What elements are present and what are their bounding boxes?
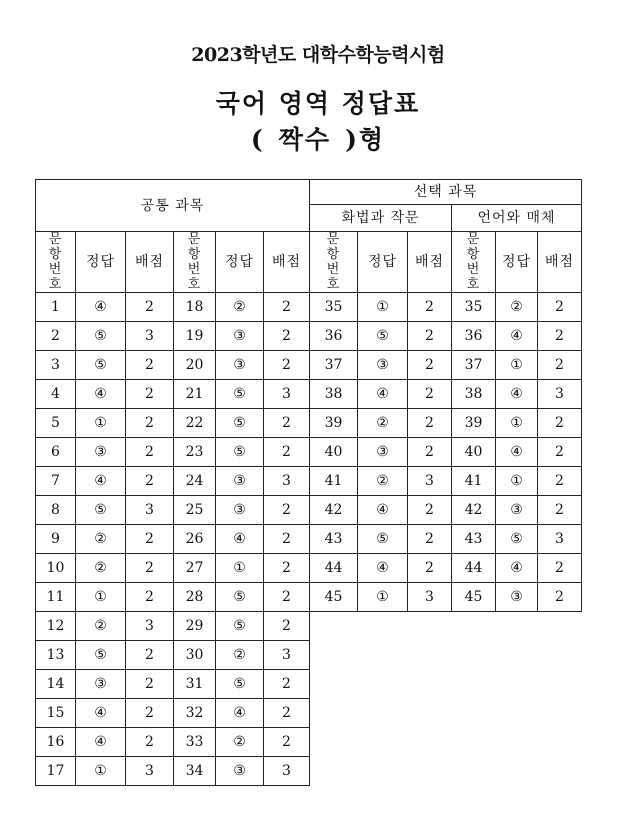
empty-cell [310, 612, 582, 641]
common-left-number-cell: 7 [36, 467, 76, 496]
speech-writing-answer-cell: ⑤ [358, 322, 408, 351]
speech-writing-answer-cell: ⑤ [358, 525, 408, 554]
language-media-number-cell: 36 [452, 322, 496, 351]
empty-cell [310, 757, 582, 786]
speech-writing-answer-cell: ① [358, 293, 408, 322]
common-left-points-cell: 2 [126, 351, 174, 380]
speech-writing-number-header [310, 232, 358, 293]
common-left-answer-cell: ④ [76, 380, 126, 409]
common-right-answer-cell: ⑤ [216, 409, 264, 438]
common-right-number-header-text: 문항번호 [187, 232, 202, 292]
table-row [36, 670, 582, 699]
common-right-number-cell: 24 [174, 467, 216, 496]
common-right-answer-cell: ④ [216, 525, 264, 554]
language-media-points-cell: 2 [538, 554, 582, 583]
language-media-answer-cell: ④ [496, 554, 538, 583]
language-media-number-header-text: 문항번호 [466, 232, 481, 292]
language-media-answer-header: 정답 [496, 232, 538, 293]
common-left-points-header: 배점 [126, 232, 174, 293]
common-left-answer-cell: ④ [76, 699, 126, 728]
speech-writing-points-cell: 3 [408, 467, 452, 496]
speech-writing-number-cell: 36 [310, 322, 358, 351]
common-subject-header: 공통 과목 [36, 180, 310, 232]
language-media-answer-cell: ① [496, 351, 538, 380]
common-left-answer-cell: ① [76, 583, 126, 612]
common-right-points-cell: 3 [264, 380, 310, 409]
speech-writing-answer-cell: ② [358, 409, 408, 438]
common-left-number-cell: 16 [36, 728, 76, 757]
speech-writing-number-cell: 44 [310, 554, 358, 583]
common-left-points-cell: 3 [126, 496, 174, 525]
common-right-number-cell: 19 [174, 322, 216, 351]
speech-writing-points-cell: 2 [408, 438, 452, 467]
common-left-number-cell: 8 [36, 496, 76, 525]
language-media-number-cell: 35 [452, 293, 496, 322]
common-right-points-header: 배점 [264, 232, 310, 293]
common-right-points-cell: 2 [264, 728, 310, 757]
common-right-answer-cell: ② [216, 293, 264, 322]
common-right-number-cell: 31 [174, 670, 216, 699]
common-right-number-cell: 30 [174, 641, 216, 670]
speech-writing-points-cell: 2 [408, 554, 452, 583]
language-media-number-cell: 39 [452, 409, 496, 438]
speech-writing-answer-cell: ② [358, 467, 408, 496]
common-left-number-cell: 15 [36, 699, 76, 728]
table-row [36, 583, 582, 612]
common-right-answer-cell: ③ [216, 467, 264, 496]
common-left-answer-cell: ④ [76, 467, 126, 496]
common-left-number-cell: 14 [36, 670, 76, 699]
speech-writing-number-cell: 35 [310, 293, 358, 322]
speech-writing-answer-header: 정답 [358, 232, 408, 293]
common-right-answer-cell: ① [216, 554, 264, 583]
speech-writing-answer-cell: ③ [358, 351, 408, 380]
language-media-answer-cell: ③ [496, 496, 538, 525]
common-left-number-header-text: 문항번호 [48, 232, 63, 292]
common-left-number-cell: 12 [36, 612, 76, 641]
common-left-points-cell: 2 [126, 467, 174, 496]
table-row [36, 757, 582, 786]
language-media-number-cell: 42 [452, 496, 496, 525]
common-left-number-header [36, 232, 76, 293]
common-right-points-cell: 2 [264, 322, 310, 351]
speech-writing-answer-cell: ① [358, 583, 408, 612]
common-right-answer-cell: ④ [216, 699, 264, 728]
language-media-points-header: 배점 [538, 232, 582, 293]
common-right-points-cell: 2 [264, 351, 310, 380]
form-title [0, 120, 636, 156]
speech-writing-points-cell: 2 [408, 293, 452, 322]
common-right-number-cell: 33 [174, 728, 216, 757]
speech-writing-answer-cell: ④ [358, 554, 408, 583]
table-row [36, 380, 582, 409]
common-left-answer-cell: ② [76, 525, 126, 554]
table-row [36, 728, 582, 757]
language-media-number-cell: 40 [452, 438, 496, 467]
table-row [36, 525, 582, 554]
common-left-number-cell: 1 [36, 293, 76, 322]
speech-writing-points-cell: 2 [408, 496, 452, 525]
form-close-suffix: )형 [345, 125, 386, 154]
common-right-points-cell: 2 [264, 409, 310, 438]
table-row [36, 467, 582, 496]
common-right-number-cell: 21 [174, 380, 216, 409]
common-right-answer-cell: ② [216, 641, 264, 670]
common-left-answer-header: 정답 [76, 232, 126, 293]
language-media-number-cell: 41 [452, 467, 496, 496]
common-right-points-cell: 3 [264, 467, 310, 496]
common-right-number-cell: 23 [174, 438, 216, 467]
common-right-points-cell: 3 [264, 641, 310, 670]
language-media-points-cell: 2 [538, 583, 582, 612]
common-left-points-cell: 3 [126, 757, 174, 786]
table-row [36, 641, 582, 670]
common-left-points-cell: 2 [126, 728, 174, 757]
speech-writing-points-cell: 2 [408, 380, 452, 409]
form-open-paren: ( [250, 125, 265, 154]
common-left-answer-cell: ④ [76, 293, 126, 322]
common-left-number-cell: 3 [36, 351, 76, 380]
language-media-number-header [452, 232, 496, 293]
common-right-answer-cell: ③ [216, 757, 264, 786]
speech-writing-number-cell: 39 [310, 409, 358, 438]
common-left-points-cell: 2 [126, 380, 174, 409]
speech-writing-number-cell: 41 [310, 467, 358, 496]
common-left-answer-cell: ① [76, 757, 126, 786]
table-row [36, 554, 582, 583]
common-left-answer-cell: ③ [76, 670, 126, 699]
speech-writing-number-cell: 43 [310, 525, 358, 554]
common-left-points-cell: 3 [126, 322, 174, 351]
common-left-answer-cell: ④ [76, 728, 126, 757]
common-left-points-cell: 2 [126, 583, 174, 612]
language-media-answer-cell: ④ [496, 322, 538, 351]
speech-writing-answer-cell: ④ [358, 496, 408, 525]
common-right-answer-cell: ⑤ [216, 380, 264, 409]
common-left-answer-cell: ② [76, 554, 126, 583]
common-right-points-cell: 2 [264, 438, 310, 467]
speech-writing-number-cell: 42 [310, 496, 358, 525]
common-left-answer-cell: ① [76, 409, 126, 438]
common-right-number-cell: 29 [174, 612, 216, 641]
empty-cell [310, 670, 582, 699]
speech-writing-points-cell: 3 [408, 583, 452, 612]
language-media-answer-cell: ③ [496, 583, 538, 612]
common-left-number-cell: 10 [36, 554, 76, 583]
language-media-answer-cell: ① [496, 409, 538, 438]
common-left-number-cell: 17 [36, 757, 76, 786]
common-left-points-cell: 2 [126, 525, 174, 554]
form-type-label: 짝수 [278, 125, 332, 154]
common-right-answer-cell: ⑤ [216, 670, 264, 699]
common-right-answer-cell: ③ [216, 351, 264, 380]
common-left-number-cell: 9 [36, 525, 76, 554]
speech-writing-answer-cell: ③ [358, 438, 408, 467]
common-left-points-cell: 2 [126, 438, 174, 467]
common-right-number-cell: 32 [174, 699, 216, 728]
common-right-points-cell: 2 [264, 612, 310, 641]
speech-writing-number-header-text: 문항번호 [326, 232, 341, 292]
common-right-points-cell: 2 [264, 554, 310, 583]
language-media-number-cell: 43 [452, 525, 496, 554]
common-right-number-cell: 34 [174, 757, 216, 786]
common-right-number-cell: 22 [174, 409, 216, 438]
language-media-answer-cell: ⑤ [496, 525, 538, 554]
table-row [36, 699, 582, 728]
speech-writing-number-cell: 38 [310, 380, 358, 409]
common-right-number-cell: 18 [174, 293, 216, 322]
common-left-number-cell: 13 [36, 641, 76, 670]
language-media-answer-cell: ① [496, 467, 538, 496]
common-left-answer-cell: ⑤ [76, 641, 126, 670]
answer-key-table [35, 179, 582, 786]
speech-writing-number-cell: 40 [310, 438, 358, 467]
language-media-points-cell: 2 [538, 322, 582, 351]
table-row [36, 351, 582, 380]
table-row [36, 293, 582, 322]
common-right-points-cell: 2 [264, 670, 310, 699]
table-row [36, 322, 582, 351]
common-right-answer-cell: ③ [216, 496, 264, 525]
common-left-points-cell: 2 [126, 699, 174, 728]
empty-cell [310, 699, 582, 728]
exam-title: 2023학년도 대학수학능력시험 [191, 44, 445, 66]
common-left-number-cell: 11 [36, 583, 76, 612]
common-right-number-cell: 25 [174, 496, 216, 525]
table-row [36, 496, 582, 525]
common-right-answer-cell: ⑤ [216, 583, 264, 612]
speech-writing-points-cell: 2 [408, 351, 452, 380]
language-media-number-cell: 44 [452, 554, 496, 583]
language-media-header: 언어와 매체 [452, 205, 582, 232]
language-media-points-cell: 2 [538, 409, 582, 438]
common-left-answer-cell: ② [76, 612, 126, 641]
elective-subject-header: 선택 과목 [310, 180, 582, 205]
language-media-points-cell: 2 [538, 496, 582, 525]
common-right-answer-cell: ⑤ [216, 612, 264, 641]
common-right-points-cell: 2 [264, 699, 310, 728]
common-left-answer-cell: ⑤ [76, 351, 126, 380]
common-left-points-cell: 3 [126, 612, 174, 641]
language-media-points-cell: 3 [538, 380, 582, 409]
common-left-points-cell: 2 [126, 409, 174, 438]
common-left-number-cell: 4 [36, 380, 76, 409]
language-media-points-cell: 2 [538, 293, 582, 322]
common-right-answer-cell: ⑤ [216, 438, 264, 467]
common-right-points-cell: 2 [264, 496, 310, 525]
common-right-answer-header: 정답 [216, 232, 264, 293]
language-media-points-cell: 2 [538, 467, 582, 496]
common-left-number-cell: 2 [36, 322, 76, 351]
common-right-answer-cell: ② [216, 728, 264, 757]
table-row [36, 409, 582, 438]
speech-writing-number-cell: 37 [310, 351, 358, 380]
common-left-answer-cell: ⑤ [76, 496, 126, 525]
table-row [36, 438, 582, 467]
common-right-number-cell: 26 [174, 525, 216, 554]
common-left-answer-cell: ⑤ [76, 322, 126, 351]
language-media-number-cell: 45 [452, 583, 496, 612]
empty-cell [310, 641, 582, 670]
speech-writing-points-cell: 2 [408, 322, 452, 351]
language-media-answer-cell: ④ [496, 380, 538, 409]
common-right-points-cell: 3 [264, 757, 310, 786]
common-right-number-cell: 27 [174, 554, 216, 583]
language-media-answer-cell: ② [496, 293, 538, 322]
table-row [36, 612, 582, 641]
common-right-number-cell: 28 [174, 583, 216, 612]
language-media-points-cell: 2 [538, 351, 582, 380]
language-media-points-cell: 3 [538, 525, 582, 554]
common-left-points-cell: 2 [126, 554, 174, 583]
common-right-points-cell: 2 [264, 293, 310, 322]
language-media-number-cell: 38 [452, 380, 496, 409]
language-media-number-cell: 37 [452, 351, 496, 380]
speech-writing-answer-cell: ④ [358, 380, 408, 409]
language-media-points-cell: 2 [538, 438, 582, 467]
speech-writing-points-cell: 2 [408, 409, 452, 438]
speech-writing-header: 화법과 작문 [310, 205, 452, 232]
speech-writing-points-header: 배점 [408, 232, 452, 293]
common-left-number-cell: 6 [36, 438, 76, 467]
common-left-points-cell: 2 [126, 670, 174, 699]
common-left-points-cell: 2 [126, 641, 174, 670]
common-left-answer-cell: ③ [76, 438, 126, 467]
subject-title: 국어 영역 정답표 [215, 89, 421, 118]
common-right-answer-cell: ③ [216, 322, 264, 351]
speech-writing-number-cell: 45 [310, 583, 358, 612]
common-right-number-header [174, 232, 216, 293]
language-media-answer-cell: ④ [496, 438, 538, 467]
common-left-number-cell: 5 [36, 409, 76, 438]
common-right-points-cell: 2 [264, 525, 310, 554]
empty-cell [310, 728, 582, 757]
common-right-number-cell: 20 [174, 351, 216, 380]
common-left-points-cell: 2 [126, 293, 174, 322]
common-right-points-cell: 2 [264, 583, 310, 612]
speech-writing-points-cell: 2 [408, 525, 452, 554]
